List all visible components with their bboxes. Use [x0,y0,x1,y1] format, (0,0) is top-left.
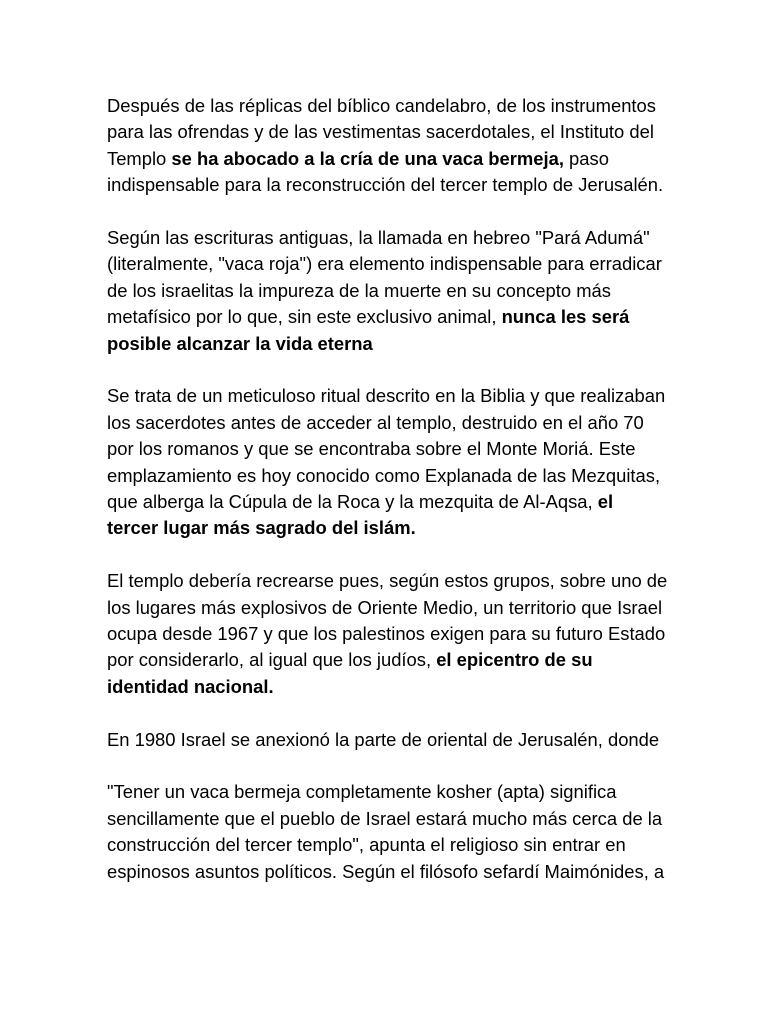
text-run: En 1980 Israel se anexionó la parte de oriental de Jerusalén, donde [107,728,660,750]
text-run: de los israelitas la impureza de la muerte en su concepto más [107,279,611,301]
text-line [107,251,727,277]
text-line [107,278,727,304]
text-run: Templo [107,147,172,169]
text-line [107,383,727,409]
text-run: El templo debería recrearse pues, según estos grupos, sobre uno de [107,570,668,592]
text-line [107,674,727,700]
text-line [107,172,727,198]
bold-text-run: identidad nacional. [107,675,274,697]
text-line [107,647,727,673]
paragraph [107,383,727,541]
paragraph [107,727,727,753]
text-run: indispensable para la reconstrucción del tercer templo de Jerusalén. [107,174,664,196]
text-run: por los romanos y que se encontraba sobre el Monte Moriá. Este [107,438,636,460]
bold-text-run: el [597,491,614,513]
text-run: los sacerdotes antes de acceder al templo, destruido en el año 70 [107,411,644,433]
text-line [107,621,727,647]
text-line [107,93,727,119]
text-line [107,489,727,515]
text-run: sencillamente que el pueblo de Israel estará mucho más cerca de la [107,807,663,829]
paragraph [107,225,727,357]
bold-text-run: posible alcanzar la vida eterna [107,332,373,354]
paragraph [107,93,727,199]
bold-text-run: el epicentro de su [436,649,593,671]
text-run: espinosos asuntos políticos. Según el filósofo sefardí Maimónides, a [107,860,665,882]
text-line [107,568,727,594]
text-line [107,225,727,251]
text-line [107,832,727,858]
document-body [107,93,727,912]
paragraph [107,568,727,700]
paragraph [107,779,727,885]
text-line [107,595,727,621]
text-line [107,119,727,145]
text-run: ocupa desde 1967 y que los palestinos exigen para su futuro Estado [107,623,666,645]
text-line [107,304,727,330]
text-run: para las ofrendas y de las vestimentas sacerdotales, el Instituto del [107,121,654,143]
text-run: (literalmente, "vaca roja") era elemento indispensable para erradicar [107,253,662,275]
bold-text-run: se ha abocado a la cría de una vaca bermeja, [171,147,564,169]
text-line [107,859,727,885]
text-run: que alberga la Cúpula de la Roca y la mezquita de Al-Aqsa, [107,491,598,513]
text-run: paso [563,147,609,169]
bold-text-run: nunca les será [501,306,630,328]
text-run: Se trata de un meticuloso ritual descrito en la Biblia y que realizaban [107,385,666,407]
text-line [107,515,727,541]
text-run: construcción del tercer templo", apunta el religioso sin entrar en [107,834,626,856]
text-line [107,410,727,436]
text-run: metafísico por lo que, sin este exclusivo animal, [107,306,502,328]
text-line [107,779,727,805]
text-run: por considerarlo, al igual que los judíos, [107,649,437,671]
text-run: Después de las réplicas del bíblico candelabro, de los instrumentos [107,95,656,116]
text-line [107,727,727,753]
text-run: Según las escrituras antiguas, la llamada en hebreo "Pará Adumá" [107,227,650,249]
text-line [107,146,727,172]
text-run: emplazamiento es hoy conocido como Explanada de las Mezquitas, [107,464,661,486]
text-run: "Tener un vaca bermeja completamente kosher (apta) significa [107,781,617,803]
text-run: los lugares más explosivos de Oriente Medio, un territorio que Israel [107,596,663,618]
text-line [107,331,727,357]
text-line [107,463,727,489]
text-line [107,436,727,462]
text-line [107,806,727,832]
bold-text-run: tercer lugar más sagrado del islám. [107,517,416,539]
